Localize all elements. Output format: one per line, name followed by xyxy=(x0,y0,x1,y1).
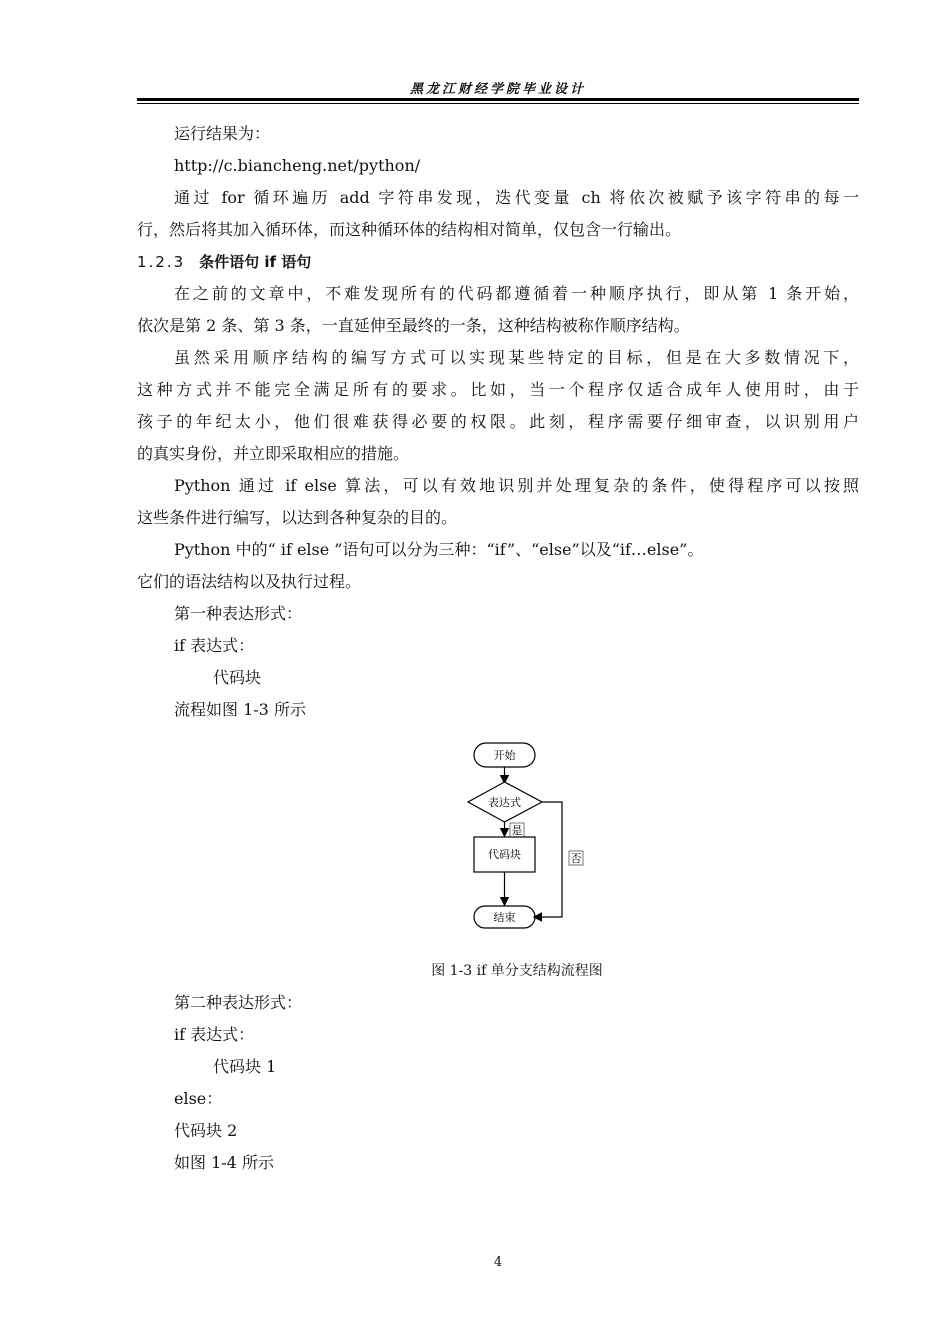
paragraph-line: 行，然后将其加入循环体，而这种循环体的结构相对简单，仅包含一行输出。 xyxy=(137,220,682,239)
code-line: if 表达式： xyxy=(174,1025,255,1044)
header-rule-thick xyxy=(137,98,859,101)
code-line: 代码块 xyxy=(213,668,262,687)
end-label: 结束 xyxy=(493,911,516,924)
paragraph-line: Python 通过 if else 算法，可以有效地识别并处理复杂的条件，使得程序可以按照 xyxy=(174,476,859,495)
condition-label: 表达式 xyxy=(488,796,521,809)
yes-label: 是 xyxy=(511,824,523,837)
section-title: 条件语句 if 语句 xyxy=(199,253,312,271)
body-text-bottom xyxy=(137,987,859,1179)
paragraph-line: 它们的语法结构以及执行过程。 xyxy=(137,572,362,591)
code-line: 代码块 1 xyxy=(213,1057,277,1076)
paragraph-line: 依次是第 2 条、第 3 条，一直延伸至最终的一条，这种结构被称作顺序结构。 xyxy=(137,316,690,335)
code-line: if 表达式： xyxy=(174,636,255,655)
url-text: http://c.biancheng.net/python/ xyxy=(174,156,421,175)
if-flowchart-figure xyxy=(460,736,600,936)
start-label: 开始 xyxy=(493,749,516,762)
paragraph-line: 通过 for 循环遍历 add 字符串发现，迭代变量 ch 将依次被赋予该字符串的每一 xyxy=(174,188,859,207)
running-header-title: 黑龙江财经学院毕业设计 xyxy=(409,82,586,97)
paragraph-line: 虽然采用顺序结构的编写方式可以实现某些特定的目标，但是在大多数情况下， xyxy=(174,348,859,367)
paragraph-line: 运行结果为： xyxy=(174,124,271,143)
code-line: 代码块 2 xyxy=(174,1121,238,1140)
no-branch-line xyxy=(535,802,562,917)
body-text-top xyxy=(137,118,859,726)
paragraph-line: 流程如图 1-3 所示 xyxy=(174,700,306,719)
paragraph-line: 这些条件进行编写，以达到各种复杂的目的。 xyxy=(137,508,458,527)
paragraph-line: 这种方式并不能完全满足所有的要求。比如，当一个程序仅适合成年人使用时，由于 xyxy=(137,380,859,399)
paragraph-line: 在之前的文章中，不难发现所有的代码都遵循着一种顺序执行，即从第 1 条开始， xyxy=(174,284,859,303)
paragraph-line: 的真实身份，并立即采取相应的措施。 xyxy=(137,444,410,463)
figure-caption: 图 1-3 if 单分支结构流程图 xyxy=(431,963,603,979)
code-block-label: 代码块 xyxy=(488,848,521,861)
section-heading xyxy=(137,246,859,278)
no-label: 否 xyxy=(570,852,582,865)
paragraph-line: 孩子的年纪太小，他们很难获得必要的权限。此刻，程序需要仔细审查，以识别用户 xyxy=(137,412,859,431)
code-line: else： xyxy=(174,1089,223,1108)
paragraph-line: 第一种表达形式： xyxy=(174,604,303,623)
section-number: 1.2.3 xyxy=(137,253,186,271)
paragraph-line: Python 中的“ if else ”语句可以分为三种：“if”、“else”以及“if…else”。 xyxy=(174,540,704,559)
header-rule-thin xyxy=(137,103,859,104)
page-number: 4 xyxy=(493,1255,503,1270)
paragraph-line: 如图 1-4 所示 xyxy=(174,1153,274,1172)
paragraph-line: 第二种表达形式： xyxy=(174,993,303,1012)
